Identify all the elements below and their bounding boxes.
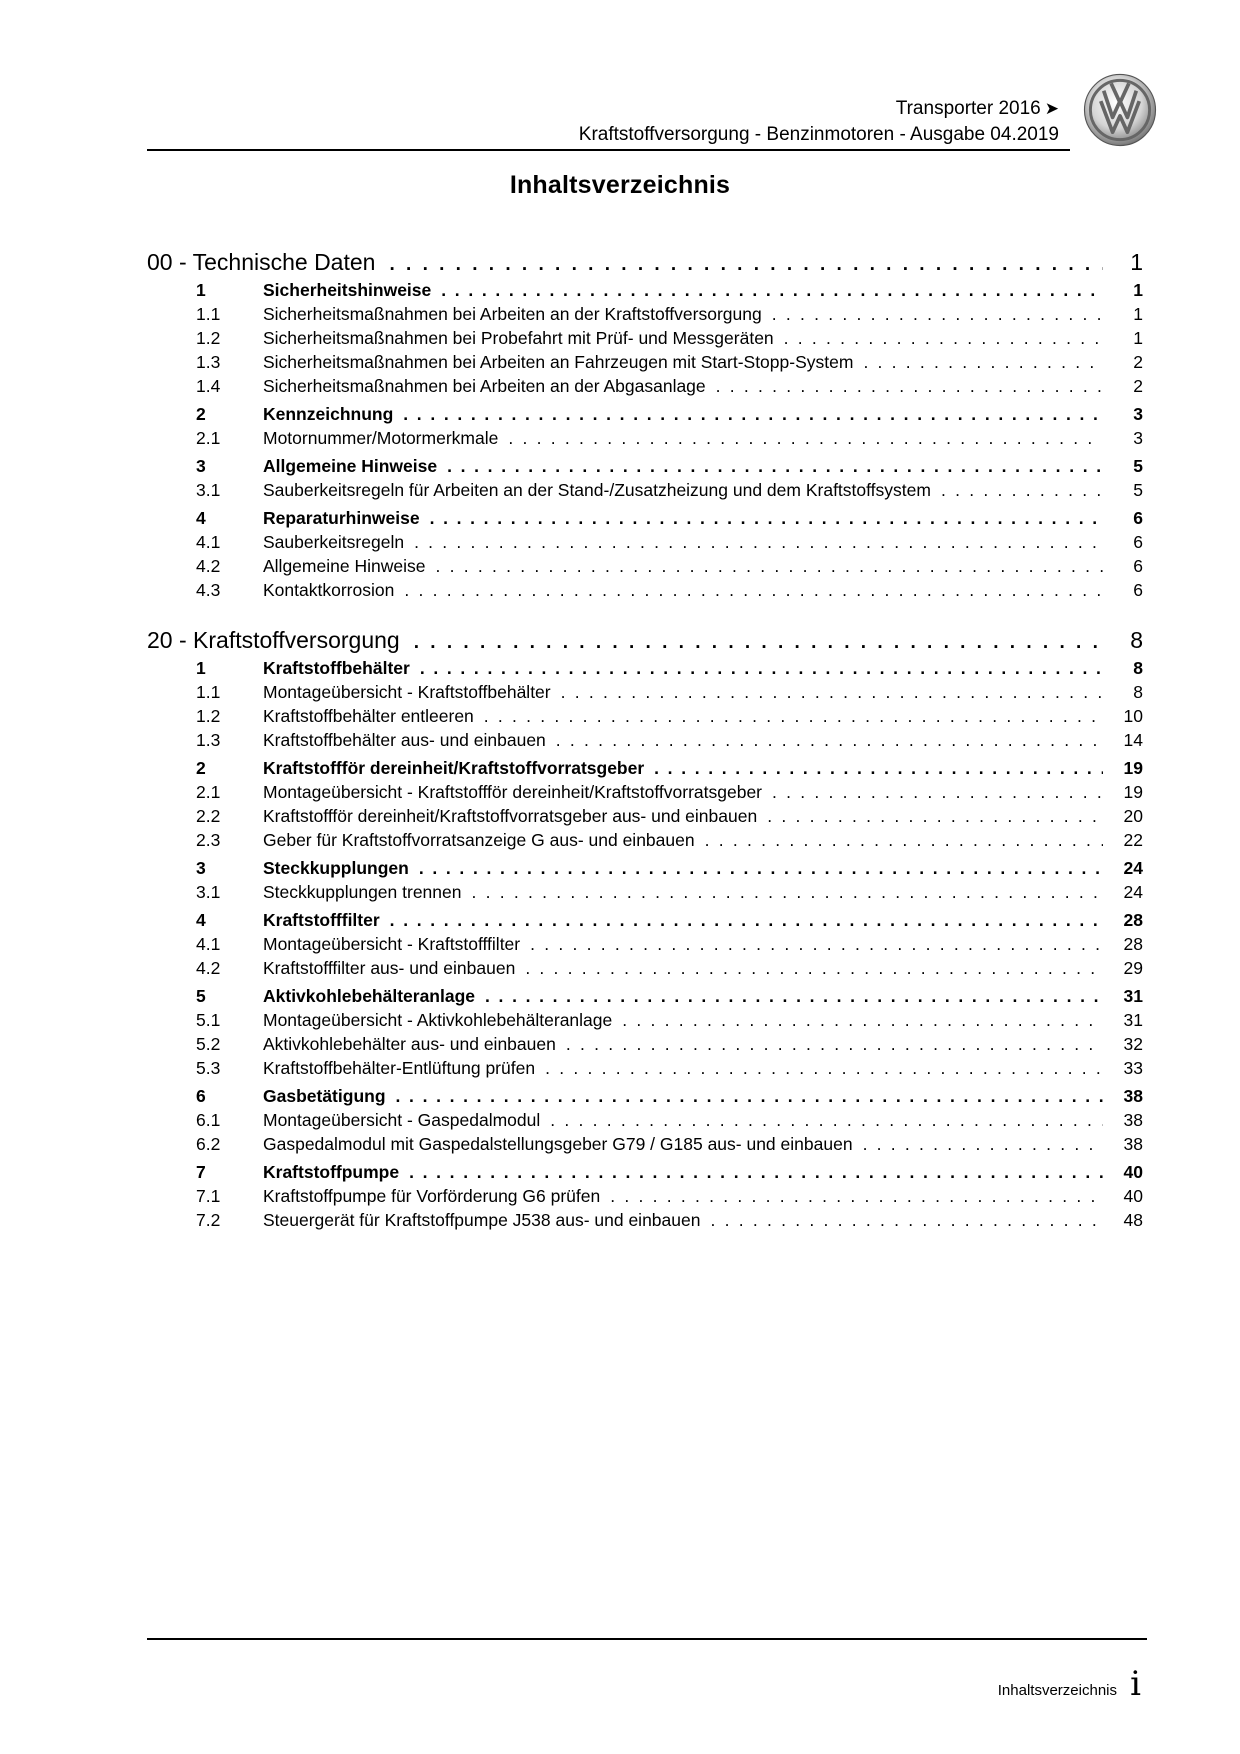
toc-section[interactable] xyxy=(196,456,1147,480)
toc-leader-dots xyxy=(767,806,1103,827)
toc-page-number: 19 xyxy=(1123,758,1143,778)
footer-rule xyxy=(147,1638,1147,1640)
toc-number: 1.3 xyxy=(196,352,221,372)
toc-page-number: 2 xyxy=(1133,376,1143,396)
toc-label: Sicherheitsmaßnahmen bei Probefahrt mit Prüf- und Messgeräten xyxy=(263,328,774,348)
toc-page-number: 6 xyxy=(1133,532,1143,552)
toc-page-number: 8 xyxy=(1133,682,1143,702)
toc-label: Kontaktkorrosion xyxy=(263,580,395,600)
toc-leader-dots xyxy=(409,1162,1103,1183)
toc-subsection[interactable] xyxy=(196,1010,1147,1034)
toc-label: Montageübersicht - Gaspedalmodul xyxy=(263,1110,541,1130)
toc-label: Kraftstoffbehälter entleeren xyxy=(263,706,474,726)
toc-leader-dots xyxy=(430,508,1103,529)
toc-label: Kennzeichnung xyxy=(263,404,394,424)
toc-page-number: 24 xyxy=(1123,882,1143,902)
toc-label: Sicherheitsmaßnahmen bei Arbeiten an der Abgasanlage xyxy=(263,376,706,396)
toc-number: 4.1 xyxy=(196,532,221,552)
toc-page-number: 6 xyxy=(1133,556,1143,576)
toc-section[interactable] xyxy=(196,1162,1147,1186)
toc-leader-dots xyxy=(435,556,1103,577)
toc-label: Aktivkohlebehälteranlage xyxy=(263,986,476,1006)
toc-number: 1.3 xyxy=(196,730,221,750)
toc-page-number: 20 xyxy=(1123,806,1143,826)
toc-number: 4 xyxy=(196,910,206,930)
toc-page-number: 10 xyxy=(1123,706,1143,726)
toc-leader-dots xyxy=(471,882,1103,903)
toc-label: Sauberkeitsregeln xyxy=(263,532,405,552)
toc-leader-dots xyxy=(396,1086,1103,1107)
toc-page-number: 32 xyxy=(1123,1034,1143,1054)
toc-label: Allgemeine Hinweise xyxy=(263,556,426,576)
toc-page-number: 40 xyxy=(1123,1162,1143,1182)
toc-page-number: 1 xyxy=(1133,304,1143,324)
toc-number: 5.1 xyxy=(196,1010,221,1030)
toc-page-number: 2 xyxy=(1133,352,1143,372)
toc-leader-dots xyxy=(525,958,1103,979)
toc-number: 1.2 xyxy=(196,706,221,726)
toc-leader-dots xyxy=(772,782,1103,803)
toc-number: 3.1 xyxy=(196,480,221,500)
toc-number: 2 xyxy=(196,404,206,424)
footer-label: Inhaltsverzeichnis xyxy=(997,1682,1117,1699)
toc-subsection[interactable] xyxy=(196,1210,1147,1234)
toc-label: Motornummer/Motormerkmale xyxy=(263,428,499,448)
toc-page-number: 28 xyxy=(1123,934,1143,954)
toc-leader-dots xyxy=(622,1010,1103,1031)
toc-section[interactable] xyxy=(196,910,1147,934)
toc-chapter[interactable] xyxy=(147,618,1147,654)
toc-section[interactable] xyxy=(196,858,1147,882)
toc-subsection[interactable] xyxy=(196,706,1147,730)
toc-number: 1.1 xyxy=(196,304,221,324)
toc-label: 00 - Technische Daten xyxy=(147,249,376,275)
toc-number: 7 xyxy=(196,1162,206,1182)
toc-label: Sicherheitshinweise xyxy=(263,280,432,300)
toc-page-number: 38 xyxy=(1123,1086,1143,1106)
toc-label: Kraftstofffilter aus- und einbauen xyxy=(263,958,516,978)
toc-page-number: 29 xyxy=(1123,958,1143,978)
toc-leader-dots xyxy=(610,1186,1103,1207)
toc-subsection[interactable] xyxy=(196,682,1147,706)
header-model xyxy=(896,98,1059,120)
toc-number: 1.1 xyxy=(196,682,221,702)
toc-section[interactable] xyxy=(196,1086,1147,1110)
toc-number: 1 xyxy=(196,658,206,678)
vw-logo xyxy=(1083,73,1157,147)
toc-leader-dots xyxy=(484,706,1103,727)
toc-subsection[interactable] xyxy=(196,480,1147,504)
toc-leader-dots xyxy=(654,758,1103,779)
toc-number: 1.2 xyxy=(196,328,221,348)
toc-label: Steuergerät für Kraftstoffpumpe J538 aus- und einbauen xyxy=(263,1210,701,1230)
toc-number: 5 xyxy=(196,986,206,1006)
table-of-contents xyxy=(147,240,1147,1234)
toc-label: Kraftstoffpumpe für Vorförderung G6 prüfen xyxy=(263,1186,601,1206)
toc-page-number: 31 xyxy=(1123,1010,1143,1030)
toc-number: 5.3 xyxy=(196,1058,221,1078)
toc-page-number: 28 xyxy=(1123,910,1143,930)
toc-leader-dots xyxy=(863,352,1103,373)
toc-section[interactable] xyxy=(196,280,1147,304)
toc-page-number: 1 xyxy=(1133,280,1143,300)
header-model-text: Transporter 2016 xyxy=(895,98,1041,119)
toc-leader-dots xyxy=(441,280,1103,301)
toc-leader-dots xyxy=(404,580,1103,601)
toc-leader-dots xyxy=(716,376,1103,397)
toc-number: 4.1 xyxy=(196,934,221,954)
toc-leader-dots xyxy=(772,304,1103,325)
toc-leader-dots xyxy=(508,428,1103,449)
toc-page-number: 31 xyxy=(1123,986,1143,1006)
toc-page-number: 3 xyxy=(1133,404,1143,424)
toc-page-number: 19 xyxy=(1123,782,1143,802)
toc-label: Kraftstoffför dereinheit/Kraftstoffvorratsgeber aus- und einbauen xyxy=(263,806,758,826)
toc-subsection[interactable] xyxy=(196,782,1147,806)
footer-page-number: i xyxy=(1130,1664,1141,1704)
toc-page-number: 6 xyxy=(1133,508,1143,528)
toc-page-number: 8 xyxy=(1133,658,1143,678)
toc-label: Montageübersicht - Kraftstoffbehälter xyxy=(263,682,551,702)
toc-page-number: 14 xyxy=(1123,730,1143,750)
toc-section[interactable] xyxy=(196,508,1147,532)
toc-leader-dots xyxy=(414,632,1103,654)
toc-subsection[interactable] xyxy=(196,934,1147,958)
toc-subsection[interactable] xyxy=(196,882,1147,906)
toc-page-number: 48 xyxy=(1123,1210,1143,1230)
toc-label: Geber für Kraftstoffvorratsanzeige G aus- und einbauen xyxy=(263,830,695,850)
toc-page-number: 24 xyxy=(1123,858,1143,878)
toc-number: 4.3 xyxy=(196,580,221,600)
toc-leader-dots xyxy=(705,830,1103,851)
toc-subsection[interactable] xyxy=(196,806,1147,830)
toc-leader-dots xyxy=(485,986,1103,1007)
header-subtitle: Kraftstoffversorgung - Benzinmotoren - Ausgabe 04.2019 xyxy=(578,124,1059,145)
toc-leader-dots xyxy=(389,254,1103,276)
toc-number: 2.1 xyxy=(196,428,221,448)
toc-subsection[interactable] xyxy=(196,730,1147,754)
toc-number: 1 xyxy=(196,280,206,300)
toc-section[interactable] xyxy=(196,986,1147,1010)
toc-number: 6.2 xyxy=(196,1134,221,1154)
toc-label: Steckkupplungen trennen xyxy=(263,882,462,902)
toc-page-number: 3 xyxy=(1133,428,1143,448)
toc-subsection[interactable] xyxy=(196,1134,1147,1158)
toc-number: 2.1 xyxy=(196,782,221,802)
toc-leader-dots xyxy=(863,1134,1103,1155)
toc-number: 1.4 xyxy=(196,376,221,396)
toc-page-number: 5 xyxy=(1133,456,1143,476)
toc-label: Steckkupplungen xyxy=(263,858,409,878)
toc-leader-dots xyxy=(561,682,1103,703)
toc-leader-dots xyxy=(566,1034,1103,1055)
toc-page-number: 8 xyxy=(1130,627,1143,653)
toc-label: Kraftstoffbehälter aus- und einbauen xyxy=(263,730,546,750)
toc-leader-dots xyxy=(710,1210,1103,1231)
toc-label: Kraftstoffbehälter xyxy=(263,658,410,678)
toc-label: Montageübersicht - Aktivkohlebehälteranlage xyxy=(263,1010,613,1030)
toc-number: 3.1 xyxy=(196,882,221,902)
toc-label: Sauberkeitsregeln für Arbeiten an der Stand-/Zusatzheizung und dem Kraftstoffsystem xyxy=(263,480,931,500)
toc-leader-dots xyxy=(390,910,1103,931)
toc-subsection[interactable] xyxy=(196,1034,1147,1058)
toc-page-number: 38 xyxy=(1123,1110,1143,1130)
toc-section[interactable] xyxy=(196,658,1147,682)
toc-number: 5.2 xyxy=(196,1034,221,1054)
toc-label: Kraftstoffbehälter-Entlüftung prüfen xyxy=(263,1058,536,1078)
toc-label: Allgemeine Hinweise xyxy=(263,456,438,476)
page-title: Inhaltsverzeichnis xyxy=(509,171,731,199)
toc-leader-dots xyxy=(545,1058,1103,1079)
toc-label: Montageübersicht - Kraftstofffilter xyxy=(263,934,521,954)
toc-label: Sicherheitsmaßnahmen bei Arbeiten an Fahrzeugen mit Start-Stopp-System xyxy=(263,352,854,372)
toc-subsection[interactable] xyxy=(196,1058,1147,1082)
toc-section[interactable] xyxy=(196,758,1147,782)
toc-label: 20 - Kraftstoffversorgung xyxy=(147,627,400,653)
toc-subsection[interactable] xyxy=(196,428,1147,452)
toc-page-number: 6 xyxy=(1133,580,1143,600)
toc-number: 4.2 xyxy=(196,958,221,978)
toc-number: 2.2 xyxy=(196,806,221,826)
toc-subsection[interactable] xyxy=(196,532,1147,556)
toc-number: 2.3 xyxy=(196,830,221,850)
toc-leader-dots xyxy=(447,456,1103,477)
toc-label: Aktivkohlebehälter aus- und einbauen xyxy=(263,1034,556,1054)
toc-leader-dots xyxy=(530,934,1103,955)
toc-number: 7.2 xyxy=(196,1210,221,1230)
toc-subsection[interactable] xyxy=(196,328,1147,352)
toc-number: 3 xyxy=(196,858,206,878)
toc-number: 3 xyxy=(196,456,206,476)
toc-number: 4 xyxy=(196,508,206,528)
toc-number: 7.1 xyxy=(196,1186,221,1206)
toc-subsection[interactable] xyxy=(196,580,1147,604)
toc-leader-dots xyxy=(550,1110,1103,1131)
toc-number: 6 xyxy=(196,1086,206,1106)
toc-page-number: 38 xyxy=(1123,1134,1143,1154)
toc-leader-dots xyxy=(784,328,1103,349)
toc-page-number: 40 xyxy=(1123,1186,1143,1206)
toc-subsection[interactable] xyxy=(196,958,1147,982)
toc-leader-dots xyxy=(941,480,1103,501)
toc-leader-dots xyxy=(403,404,1103,425)
toc-label: Gaspedalmodul mit Gaspedalstellungsgeber G79 / G185 aus- und einbauen xyxy=(263,1134,853,1154)
toc-leader-dots xyxy=(556,730,1103,751)
toc-page-number: 1 xyxy=(1133,328,1143,348)
toc-page-number: 33 xyxy=(1123,1058,1143,1078)
toc-subsection[interactable] xyxy=(196,556,1147,580)
toc-subsection[interactable] xyxy=(196,304,1147,328)
toc-number: 6.1 xyxy=(196,1110,221,1130)
toc-subsection[interactable] xyxy=(196,1186,1147,1210)
toc-number: 2 xyxy=(196,758,206,778)
toc-section[interactable] xyxy=(196,404,1147,428)
toc-label: Reparaturhinweise xyxy=(263,508,420,528)
toc-label: Montageübersicht - Kraftstoffför dereinheit/Kraftstoffvorratsgeber xyxy=(263,782,763,802)
toc-label: Sicherheitsmaßnahmen bei Arbeiten an der Kraftstoffversorgung xyxy=(263,304,762,324)
toc-leader-dots xyxy=(419,858,1103,879)
toc-chapter[interactable] xyxy=(147,240,1147,276)
toc-label: Kraftstoffpumpe xyxy=(263,1162,400,1182)
toc-label: Kraftstoffför dereinheit/Kraftstoffvorratsgeber xyxy=(263,758,645,778)
toc-subsection[interactable] xyxy=(196,352,1147,376)
arrow-right-icon: ➤ xyxy=(1044,99,1059,118)
toc-label: Kraftstofffilter xyxy=(263,910,380,930)
toc-number: 4.2 xyxy=(196,556,221,576)
toc-page-number: 22 xyxy=(1123,830,1143,850)
toc-page-number: 5 xyxy=(1133,480,1143,500)
toc-leader-dots xyxy=(420,658,1103,679)
toc-subsection[interactable] xyxy=(196,830,1147,854)
toc-leader-dots xyxy=(414,532,1103,553)
toc-label: Gasbetätigung xyxy=(263,1086,386,1106)
toc-subsection[interactable] xyxy=(196,1110,1147,1134)
toc-page-number: 1 xyxy=(1130,249,1143,275)
toc-subsection[interactable] xyxy=(196,376,1147,400)
header-rule xyxy=(147,149,1070,151)
